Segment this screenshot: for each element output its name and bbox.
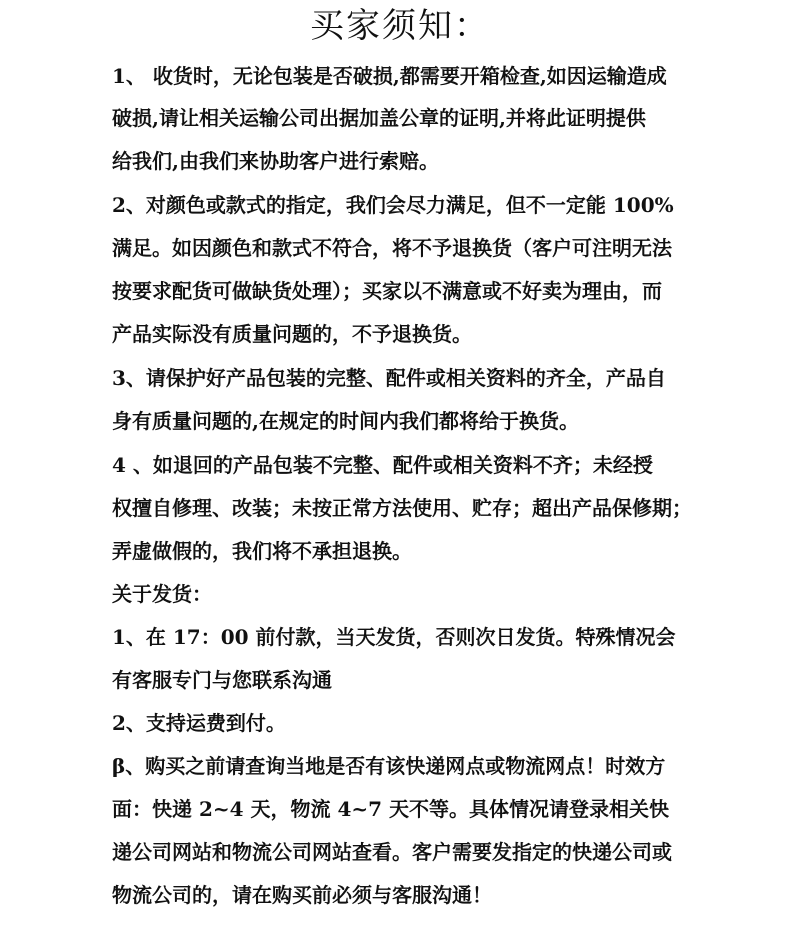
text-line: 给我们,由我们来协助客户进行索赔。 bbox=[112, 149, 439, 173]
text-line: 1、在 17：00 前付款，当天发货，否则次日发货。特殊情况会 bbox=[112, 625, 676, 649]
text-line: 4 、如退回的产品包装不完整、配件或相关资料不齐；未经授 bbox=[112, 453, 653, 477]
text-line: β、购买之前请查询当地是否有该快递网点或物流网点！时效方 bbox=[112, 754, 666, 778]
text-line: 产品实际没有质量问题的，不予退换货。 bbox=[112, 322, 472, 346]
text-line: 满足。如因颜色和款式不符合，将不予退换货（客户可注明无法 bbox=[112, 236, 672, 260]
text-line: 按要求配货可做缺货处理）；买家以不满意或不好卖为理由，而 bbox=[112, 279, 662, 303]
text-line: 弄虚做假的，我们将不承担退换。 bbox=[112, 539, 412, 563]
text-line: 身有质量问题的,在规定的时间内我们都将给于换货。 bbox=[112, 409, 579, 433]
page-title: 买家须知： bbox=[310, 6, 490, 46]
text-line: 权擅自修理、改装；未按正常方法使用、贮存；超出产品保修期； bbox=[112, 496, 692, 520]
text-line: 有客服专门与您联系沟通 bbox=[112, 668, 332, 692]
text-line: 3、请保护好产品包装的完整、配件或相关资料的齐全，产品自 bbox=[112, 366, 666, 390]
text-line: 2、支持运费到付。 bbox=[112, 711, 286, 735]
text-line: 破损,请让相关运输公司出据加盖公章的证明,并将此证明提供 bbox=[112, 106, 646, 130]
text-line: 面：快递 2~4 天，物流 4~7 天不等。具体情况请登录相关快 bbox=[112, 797, 670, 821]
text-line: 1、 收货时，无论包装是否破损,都需要开箱检查,如因运输造成 bbox=[112, 64, 667, 88]
section-heading: 关于发货： bbox=[112, 582, 212, 606]
text-line: 2、对颜色或款式的指定，我们会尽力满足，但不一定能 100% bbox=[112, 193, 674, 217]
text-line: 递公司网站和物流公司网站查看。客户需要发指定的快递公司或 bbox=[112, 840, 672, 864]
text-line: 物流公司的，请在购买前必须与客服沟通！ bbox=[112, 883, 492, 907]
